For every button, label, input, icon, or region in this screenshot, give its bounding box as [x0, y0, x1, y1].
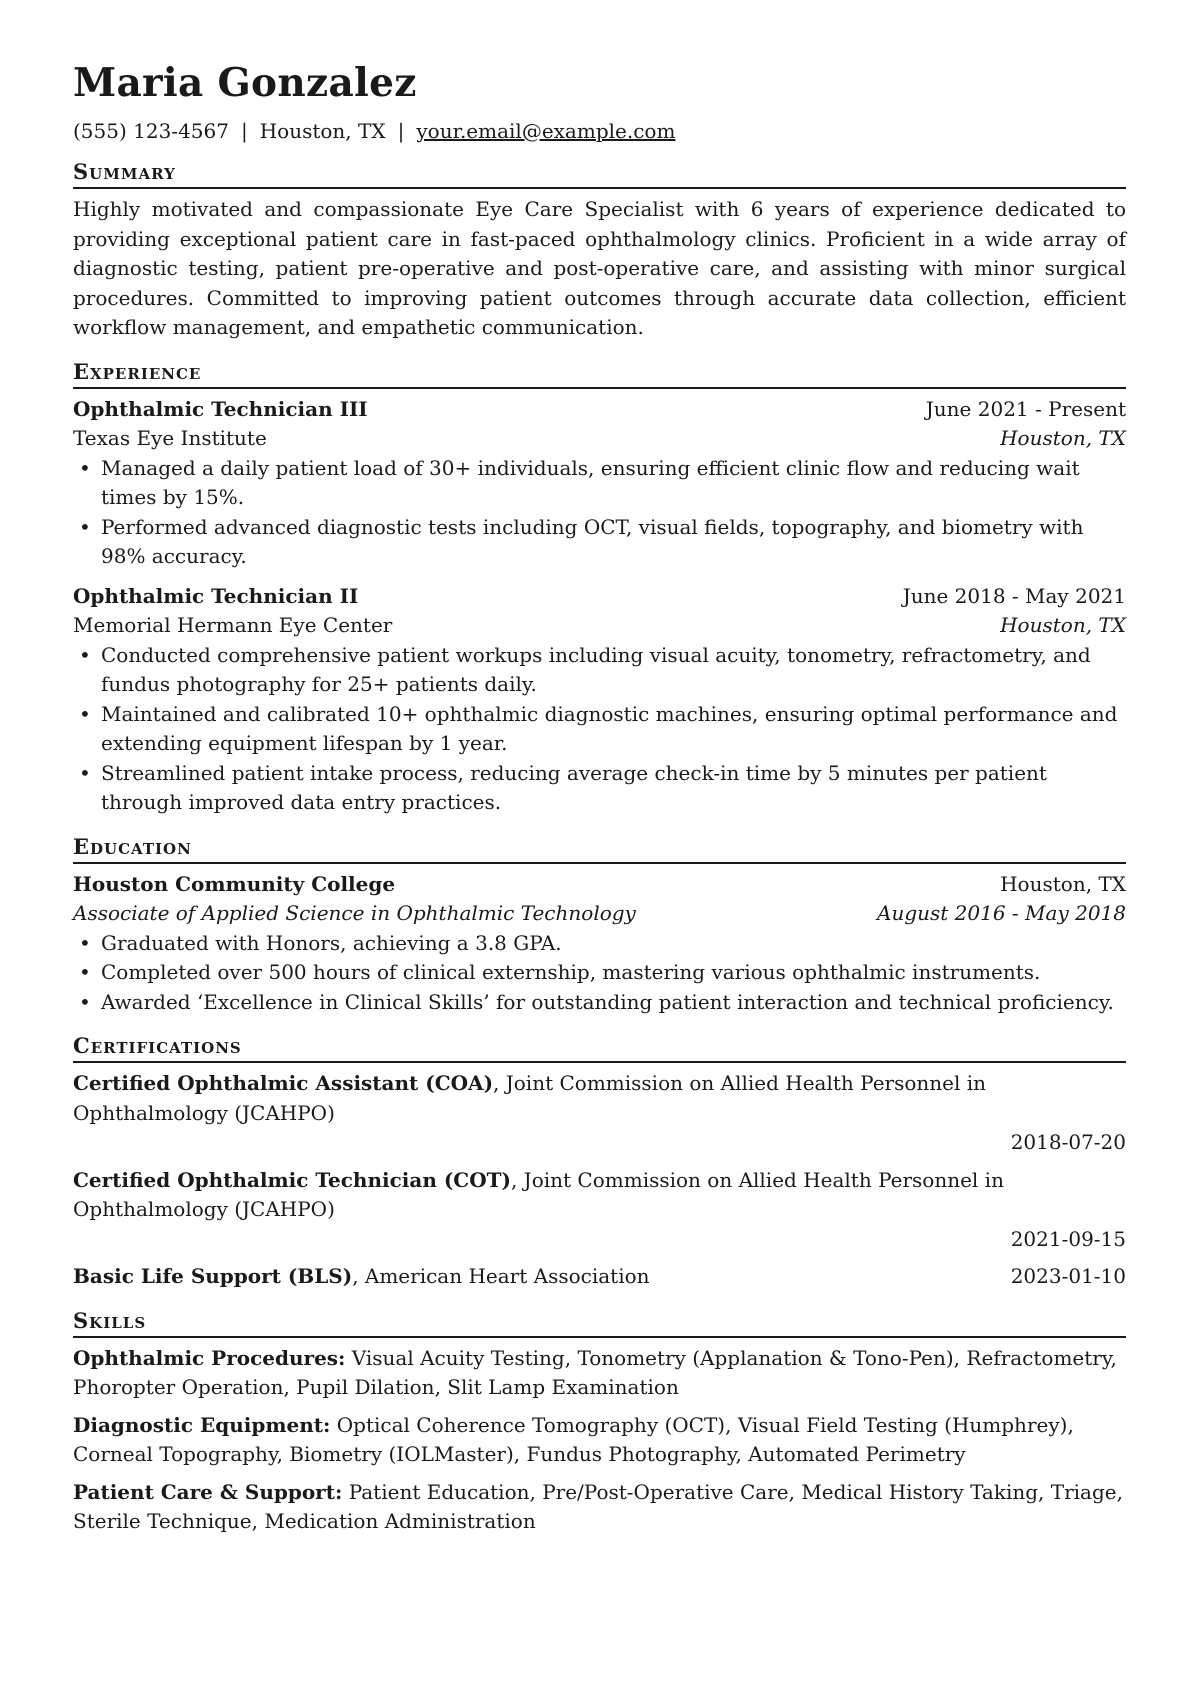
job-company: Memorial Hermann Eye Center — [73, 613, 393, 637]
bullet-item: • Managed a daily patient load of 30+ individuals, ensuring efficient clinic flow and reducing wait times by 15%. — [73, 454, 1126, 513]
certification-entry — [73, 1166, 1126, 1255]
certification-date: 2023-01-10 — [1010, 1264, 1126, 1288]
job-bullets — [73, 454, 1126, 572]
skill-label: Diagnostic Equipment: — [73, 1412, 331, 1437]
certification-entry — [73, 1069, 1126, 1158]
experience-section — [73, 358, 1126, 818]
location: Houston, TX — [259, 119, 386, 143]
skill-list: Visual Acuity Testing, Tonometry (Applanation & Tono-Pen), Refractometry, Phoropter Operation, Pupil Dilation, Slit Lamp Examination — [73, 1345, 1117, 1399]
summary-text: Highly motivated and compassionate Eye Care Specialist with 6 years of experience dedicated to providing exceptional patient care in fast-paced ophthalmology clinics. Proficient in a wide array of diagnostic testing, patient pre-operative and post-operative care, and assisting with minor surgical procedures. Committed to improving patient outcomes through accurate data collection, efficient workflow management, and empathetic communication. — [73, 197, 1126, 339]
degree-name: Associate of Applied Science in Ophthalmic Technology — [73, 901, 636, 925]
certification-entry — [73, 1262, 1126, 1292]
section-title-skills: Skills — [73, 1307, 1126, 1338]
skill-list: Optical Coherence Tomography (OCT), Visual Field Testing (Humphrey), Corneal Topography, Biometry (IOLMaster), Fundus Photography, Automated Perimetry — [73, 1412, 1074, 1466]
school-name: Houston Community College — [73, 871, 396, 896]
education-section — [73, 833, 1126, 1018]
education-bullets — [73, 929, 1126, 1018]
job-bullets — [73, 641, 1126, 818]
certifications-section — [73, 1032, 1126, 1292]
skill-label: Patient Care & Support: — [73, 1479, 343, 1504]
phone-number: (555) 123-4567 — [73, 119, 229, 143]
bullet-item: • Completed over 500 hours of clinical externship, mastering various ophthalmic instruments. — [73, 958, 1126, 988]
section-title-education: Education — [73, 833, 1126, 864]
bullet-item: • Graduated with Honors, achieving a 3.8 GPA. — [73, 929, 1126, 959]
job-entry — [73, 395, 1126, 572]
job-dates: June 2018 - May 2021 — [902, 583, 1126, 608]
job-location: Houston, TX — [1000, 613, 1126, 637]
resume-page — [73, 58, 1126, 1552]
skill-group — [73, 1478, 1126, 1537]
job-entry — [73, 582, 1126, 818]
skill-label: Ophthalmic Procedures: — [73, 1345, 346, 1370]
certification-name: Certified Ophthalmic Assistant (COA) — [73, 1071, 494, 1095]
certification-name: Basic Life Support (BLS) — [73, 1264, 353, 1288]
section-title-certifications: Certifications — [73, 1032, 1126, 1063]
skill-group — [73, 1344, 1126, 1403]
job-dates: June 2021 - Present — [925, 396, 1126, 421]
bullet-item: • Maintained and calibrated 10+ ophthalmic diagnostic machines, ensuring optimal performance and extending equipment lifespan by 1 year. — [73, 700, 1126, 759]
contact-line — [73, 118, 1126, 144]
education-dates: August 2016 - May 2018 — [877, 901, 1126, 925]
bullet-item: • Streamlined patient intake process, reducing average check-in time by 5 minutes per patient through improved data entry practices. — [73, 759, 1126, 818]
job-location: Houston, TX — [1000, 426, 1126, 450]
certification-issuer: , American Heart Association — [352, 1264, 650, 1288]
contact-separator: | — [397, 119, 405, 143]
job-role: Ophthalmic Technician III — [73, 396, 368, 421]
skill-group — [73, 1411, 1126, 1470]
bullet-item: • Conducted comprehensive patient workups including visual acuity, tonometry, refractometry, and fundus photography for 25+ patients daily. — [73, 641, 1126, 700]
job-role: Ophthalmic Technician II — [73, 583, 359, 608]
certification-date: 2021-09-15 — [1010, 1226, 1126, 1251]
email-link[interactable]: your.email@example.com — [416, 119, 676, 143]
certification-date: 2018-07-20 — [1010, 1130, 1126, 1154]
section-title-summary: Summary — [73, 158, 1126, 189]
bullet-item: • Performed advanced diagnostic tests including OCT, visual fields, topography, and biometry with 98% accuracy. — [73, 513, 1126, 572]
skill-list: Patient Education, Pre/Post-Operative Care, Medical History Taking, Triage, Sterile Technique, Medication Administration — [73, 1479, 1123, 1533]
bullet-item: • Awarded ‘Excellence in Clinical Skills’ for outstanding patient interaction and technical proficiency. — [73, 988, 1126, 1018]
candidate-name: Maria Gonzalez — [73, 60, 417, 106]
section-title-experience: Experience — [73, 358, 1126, 389]
school-location: Houston, TX — [1000, 871, 1126, 896]
certification-issuer: , Joint Commission on Allied Health Personnel in Ophthalmology (JCAHPO) — [73, 1071, 987, 1125]
certification-name: Certified Ophthalmic Technician (COT) — [73, 1167, 511, 1192]
contact-separator: | — [240, 119, 248, 143]
job-company: Texas Eye Institute — [73, 426, 267, 450]
summary-section — [73, 158, 1126, 343]
certification-issuer: , Joint Commission on Allied Health Personnel in Ophthalmology (JCAHPO) — [73, 1167, 1004, 1221]
skills-section — [73, 1307, 1126, 1537]
